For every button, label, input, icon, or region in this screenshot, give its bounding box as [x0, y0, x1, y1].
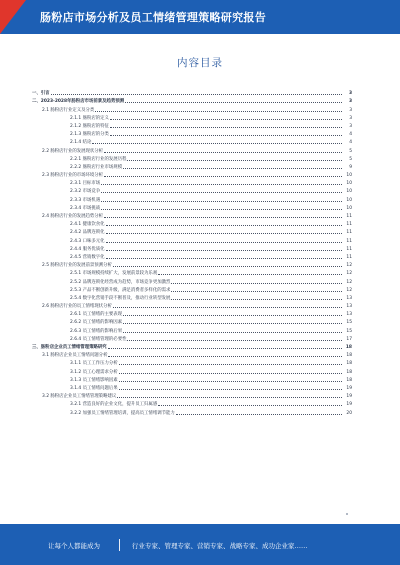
toc-leader-dots [101, 209, 342, 210]
toc-entry-page: 3 [349, 115, 352, 121]
toc-entry[interactable] [32, 211, 352, 219]
toc-leader-dots [123, 315, 342, 316]
toc-entry-page: 11 [346, 254, 352, 260]
toc-entry[interactable] [32, 244, 352, 252]
toc-entry-title: 2.4 肠粉店行业的发展趋势分析 [42, 214, 104, 219]
toc-entry-title: 2.3.2 市场竞争 [70, 189, 101, 195]
toc-leader-dots [106, 225, 342, 226]
toc-leader-dots [158, 405, 342, 406]
toc-leader-dots [104, 176, 342, 177]
toc-entry-title: 2.3.1 目标市场 [70, 181, 101, 187]
toc-entry-title: 3.2 肠粉店企业员工情绪管理策略建议 [42, 394, 117, 400]
toc-leader-dots [171, 291, 342, 292]
footer-divider [119, 539, 120, 551]
toc-leader-dots [158, 274, 342, 275]
toc-entry-title: 2.5 肠粉店行业的发展前景预测分析 [42, 263, 112, 269]
toc-entry-title: 2.3 肠粉店行业的市场环境分析 [42, 173, 104, 179]
page-marker [346, 513, 348, 515]
toc-entry-page: 10 [346, 173, 352, 179]
toc-entry-page: 19 [346, 394, 352, 400]
toc-leader-dots [92, 143, 342, 144]
toc-entry-page: 10 [346, 205, 352, 211]
toc-entry-page: 15 [346, 320, 352, 326]
toc-entry[interactable] [32, 276, 352, 284]
toc-entry-page: 11 [346, 230, 352, 236]
toc-entry[interactable] [32, 268, 352, 276]
toc-entry[interactable] [32, 219, 352, 227]
toc-leader-dots [113, 266, 342, 267]
toc-entry[interactable] [32, 358, 352, 366]
toc-entry-title: 2.5.4 数字化营销手段不断普及，推动行业转型发展 [70, 295, 171, 301]
toc-entry-page: 18 [345, 345, 352, 350]
toc-entry[interactable] [32, 260, 352, 268]
toc-entry-title: 一、引言 [32, 91, 50, 97]
toc-entry[interactable] [32, 293, 352, 301]
toc-entry-page: 3 [348, 99, 352, 105]
toc-entry-page: 3 [349, 123, 352, 129]
toc-entry[interactable] [32, 383, 352, 391]
toc-entry-title: 2.1.4 结论 [70, 140, 92, 146]
toc-entry-page: 10 [346, 189, 352, 195]
toc-leader-dots [119, 381, 342, 382]
toc-entry[interactable] [32, 104, 352, 112]
toc-entry-title: 2.4.4 服务优质化 [70, 246, 105, 252]
toc-leader-dots [104, 152, 342, 153]
toc-entry-page: 15 [346, 328, 352, 334]
toc-entry[interactable] [32, 178, 352, 186]
toc-entry-page: 11 [346, 238, 352, 244]
toc-entry-page: 12 [346, 263, 352, 269]
toc-leader-dots [106, 250, 342, 251]
toc-entry-page: 13 [346, 312, 352, 318]
toc-entry-page: 11 [346, 214, 352, 219]
toc-entry-page: 12 [346, 271, 352, 277]
toc-leader-dots [106, 233, 342, 234]
header-red-accent [0, 0, 26, 34]
toc-leader-dots [95, 111, 342, 112]
toc-entry-page: 13 [346, 295, 352, 301]
toc-entry-page: 3 [349, 107, 352, 113]
toc-entry-page: 4 [349, 132, 352, 138]
toc-entry[interactable] [32, 88, 352, 96]
toc-heading: 内容目录 [177, 57, 223, 69]
toc-leader-dots [108, 348, 342, 349]
toc-entry[interactable] [32, 137, 352, 145]
toc-leader-dots [123, 168, 342, 169]
table-of-contents [32, 88, 352, 416]
toc-leader-dots [110, 135, 342, 136]
toc-entry[interactable] [32, 399, 352, 407]
document-title: 肠粉店市场分析及员工情绪管理策略研究报告 [40, 11, 266, 24]
toc-entry-page: 18 [346, 361, 352, 367]
toc-entry-title: 2.6.4 员工情绪管理的必要性 [70, 336, 127, 342]
toc-entry-title: 2.5.1 市场规模持续扩大，发展前景较为乐观 [70, 271, 158, 277]
toc-entry-title: 3.1 肠粉店企业员工情绪问题分析 [42, 353, 108, 359]
header-bar [0, 0, 400, 34]
toc-entry-title: 2.6 肠粉店行业的员工情绪现状分析 [42, 304, 112, 310]
toc-entry-page: 13 [346, 304, 352, 310]
toc-leader-dots [119, 373, 342, 374]
toc-entry[interactable] [32, 170, 352, 178]
toc-entry[interactable] [32, 366, 352, 374]
toc-entry-page: 19 [346, 402, 352, 408]
toc-entry[interactable] [32, 129, 352, 137]
toc-entry[interactable] [32, 301, 352, 309]
toc-entry[interactable] [32, 121, 352, 129]
toc-leader-dots [117, 397, 342, 398]
toc-leader-dots [176, 414, 342, 415]
footer-bar [0, 524, 400, 565]
toc-entry-title: 2.4.1 健康饮食化 [70, 222, 105, 228]
toc-entry-title: 2.3.3 市场机遇 [70, 197, 101, 203]
toc-leader-dots [106, 258, 342, 259]
toc-entry-page: 18 [346, 369, 352, 375]
toc-entry-title: 2.1.2 肠粉店的特征 [70, 123, 109, 129]
toc-leader-dots [113, 307, 342, 308]
toc-entry-page: 12 [346, 287, 352, 293]
toc-entry-title: 2.4.2 品牌连锁化 [70, 230, 105, 236]
toc-entry[interactable] [32, 407, 352, 415]
toc-leader-dots [101, 192, 342, 193]
toc-leader-dots [123, 323, 342, 324]
toc-leader-dots [123, 332, 342, 333]
toc-entry-title: 2.1.3 肠粉店的分类 [70, 132, 109, 138]
toc-entry-title: 3.1.2 员工心理需求分析 [70, 369, 118, 375]
toc-entry[interactable] [32, 285, 352, 293]
toc-entry-title: 2.1.1 肠粉店的定义 [70, 115, 109, 121]
toc-entry[interactable] [32, 227, 352, 235]
toc-entry[interactable] [32, 391, 352, 399]
toc-entry-page: 19 [346, 385, 352, 391]
toc-leader-dots [110, 119, 342, 120]
toc-entry-page: 5 [349, 148, 352, 154]
toc-entry-title: 2.6.3 员工情绪的影响后果 [70, 328, 123, 334]
toc-entry[interactable] [32, 194, 352, 202]
footer-tagline: 行业专家、管理专家、营销专家、战略专家、成功企业家…… [132, 542, 308, 550]
footer-slogan: 让每个人都能成为 [48, 542, 100, 550]
toc-entry-title: 2.1 肠粉店行业定义及分类 [42, 107, 95, 113]
toc-entry-page: 18 [346, 353, 352, 359]
toc-leader-dots [119, 364, 342, 365]
toc-entry[interactable] [32, 325, 352, 333]
toc-leader-dots [171, 299, 342, 300]
toc-entry[interactable] [32, 145, 352, 153]
toc-entry-title: 2.6.1 员工情绪的主要表现 [70, 312, 123, 318]
toc-entry-title: 三、肠粉店企业员工情绪管理策略研究 [32, 345, 107, 350]
toc-entry-title: 2.4.3 口味多元化 [70, 238, 105, 244]
toc-entry-page: 4 [349, 140, 352, 146]
toc-entry-page: 17 [346, 336, 352, 342]
toc-entry[interactable] [32, 113, 352, 121]
toc-entry[interactable] [32, 96, 352, 104]
toc-entry-title: 2.6.2 员工情绪的影响因素 [70, 320, 123, 326]
toc-leader-dots [108, 356, 342, 357]
toc-entry-title: 3.2.1 营造良好的企业文化，提升员工归属感 [70, 402, 158, 408]
toc-leader-dots [51, 94, 342, 95]
toc-entry[interactable] [32, 375, 352, 383]
toc-entry[interactable] [32, 334, 352, 342]
toc-leader-dots [110, 127, 342, 128]
toc-entry-page: 20 [346, 410, 352, 416]
toc-entry-page: 18 [346, 377, 352, 383]
toc-leader-dots [119, 389, 342, 390]
toc-entry[interactable] [32, 317, 352, 325]
toc-entry-page: 9 [349, 164, 352, 170]
toc-entry[interactable] [32, 162, 352, 170]
toc-entry-page: 5 [349, 156, 352, 162]
toc-entry-title: 2.2 肠粉店行业的发展现状分析 [42, 148, 104, 154]
toc-entry[interactable] [32, 252, 352, 260]
toc-entry-page: 11 [346, 246, 352, 252]
toc-entry[interactable] [32, 350, 352, 358]
toc-entry-page: 10 [346, 197, 352, 203]
toc-entry-title: 3.1.4 员工情绪问题后果 [70, 385, 118, 391]
toc-entry-title: 3.1.1 员工工作压力分析 [70, 361, 118, 367]
toc-entry-title: 2.3.4 市场挑战 [70, 205, 101, 211]
toc-leader-dots [101, 201, 342, 202]
toc-entry[interactable] [32, 342, 352, 350]
toc-entry-page: 10 [346, 181, 352, 187]
toc-entry-title: 2.4.5 营销数字化 [70, 254, 105, 260]
toc-leader-dots [171, 283, 342, 284]
toc-entry-title: 3.1.3 员工情绪影响因素 [70, 377, 118, 383]
toc-leader-dots [127, 160, 342, 161]
toc-entry[interactable] [32, 154, 352, 162]
toc-entry[interactable] [32, 309, 352, 317]
toc-entry-title: 2.5.2 品牌连锁化经营成为趋势，市场竞争更加激烈 [70, 279, 171, 285]
toc-entry-title: 2.5.3 产品不断创新升级，满足消费者多样化的需求 [70, 287, 171, 293]
toc-entry-title: 2.2.1 肠粉店行业的发展历程 [70, 156, 127, 162]
toc-leader-dots [127, 340, 342, 341]
toc-entry[interactable] [32, 203, 352, 211]
toc-entry-page: 12 [346, 279, 352, 285]
toc-entry[interactable] [32, 186, 352, 194]
toc-entry-page: 11 [346, 222, 352, 228]
toc-entry-title: 2.2.2 肠粉店行业市场规模 [70, 164, 123, 170]
toc-entry-title: 二、2023-2028年肠粉店市场前景及趋势预测 [32, 99, 125, 105]
toc-entry-page: 3 [348, 91, 352, 97]
toc-leader-dots [101, 184, 342, 185]
toc-leader-dots [104, 217, 342, 218]
toc-entry[interactable] [32, 235, 352, 243]
toc-leader-dots [106, 242, 342, 243]
toc-leader-dots [125, 102, 342, 103]
toc-entry-title: 3.2.2 加强员工情绪管理培训，提高员工情绪调节能力 [70, 410, 175, 416]
